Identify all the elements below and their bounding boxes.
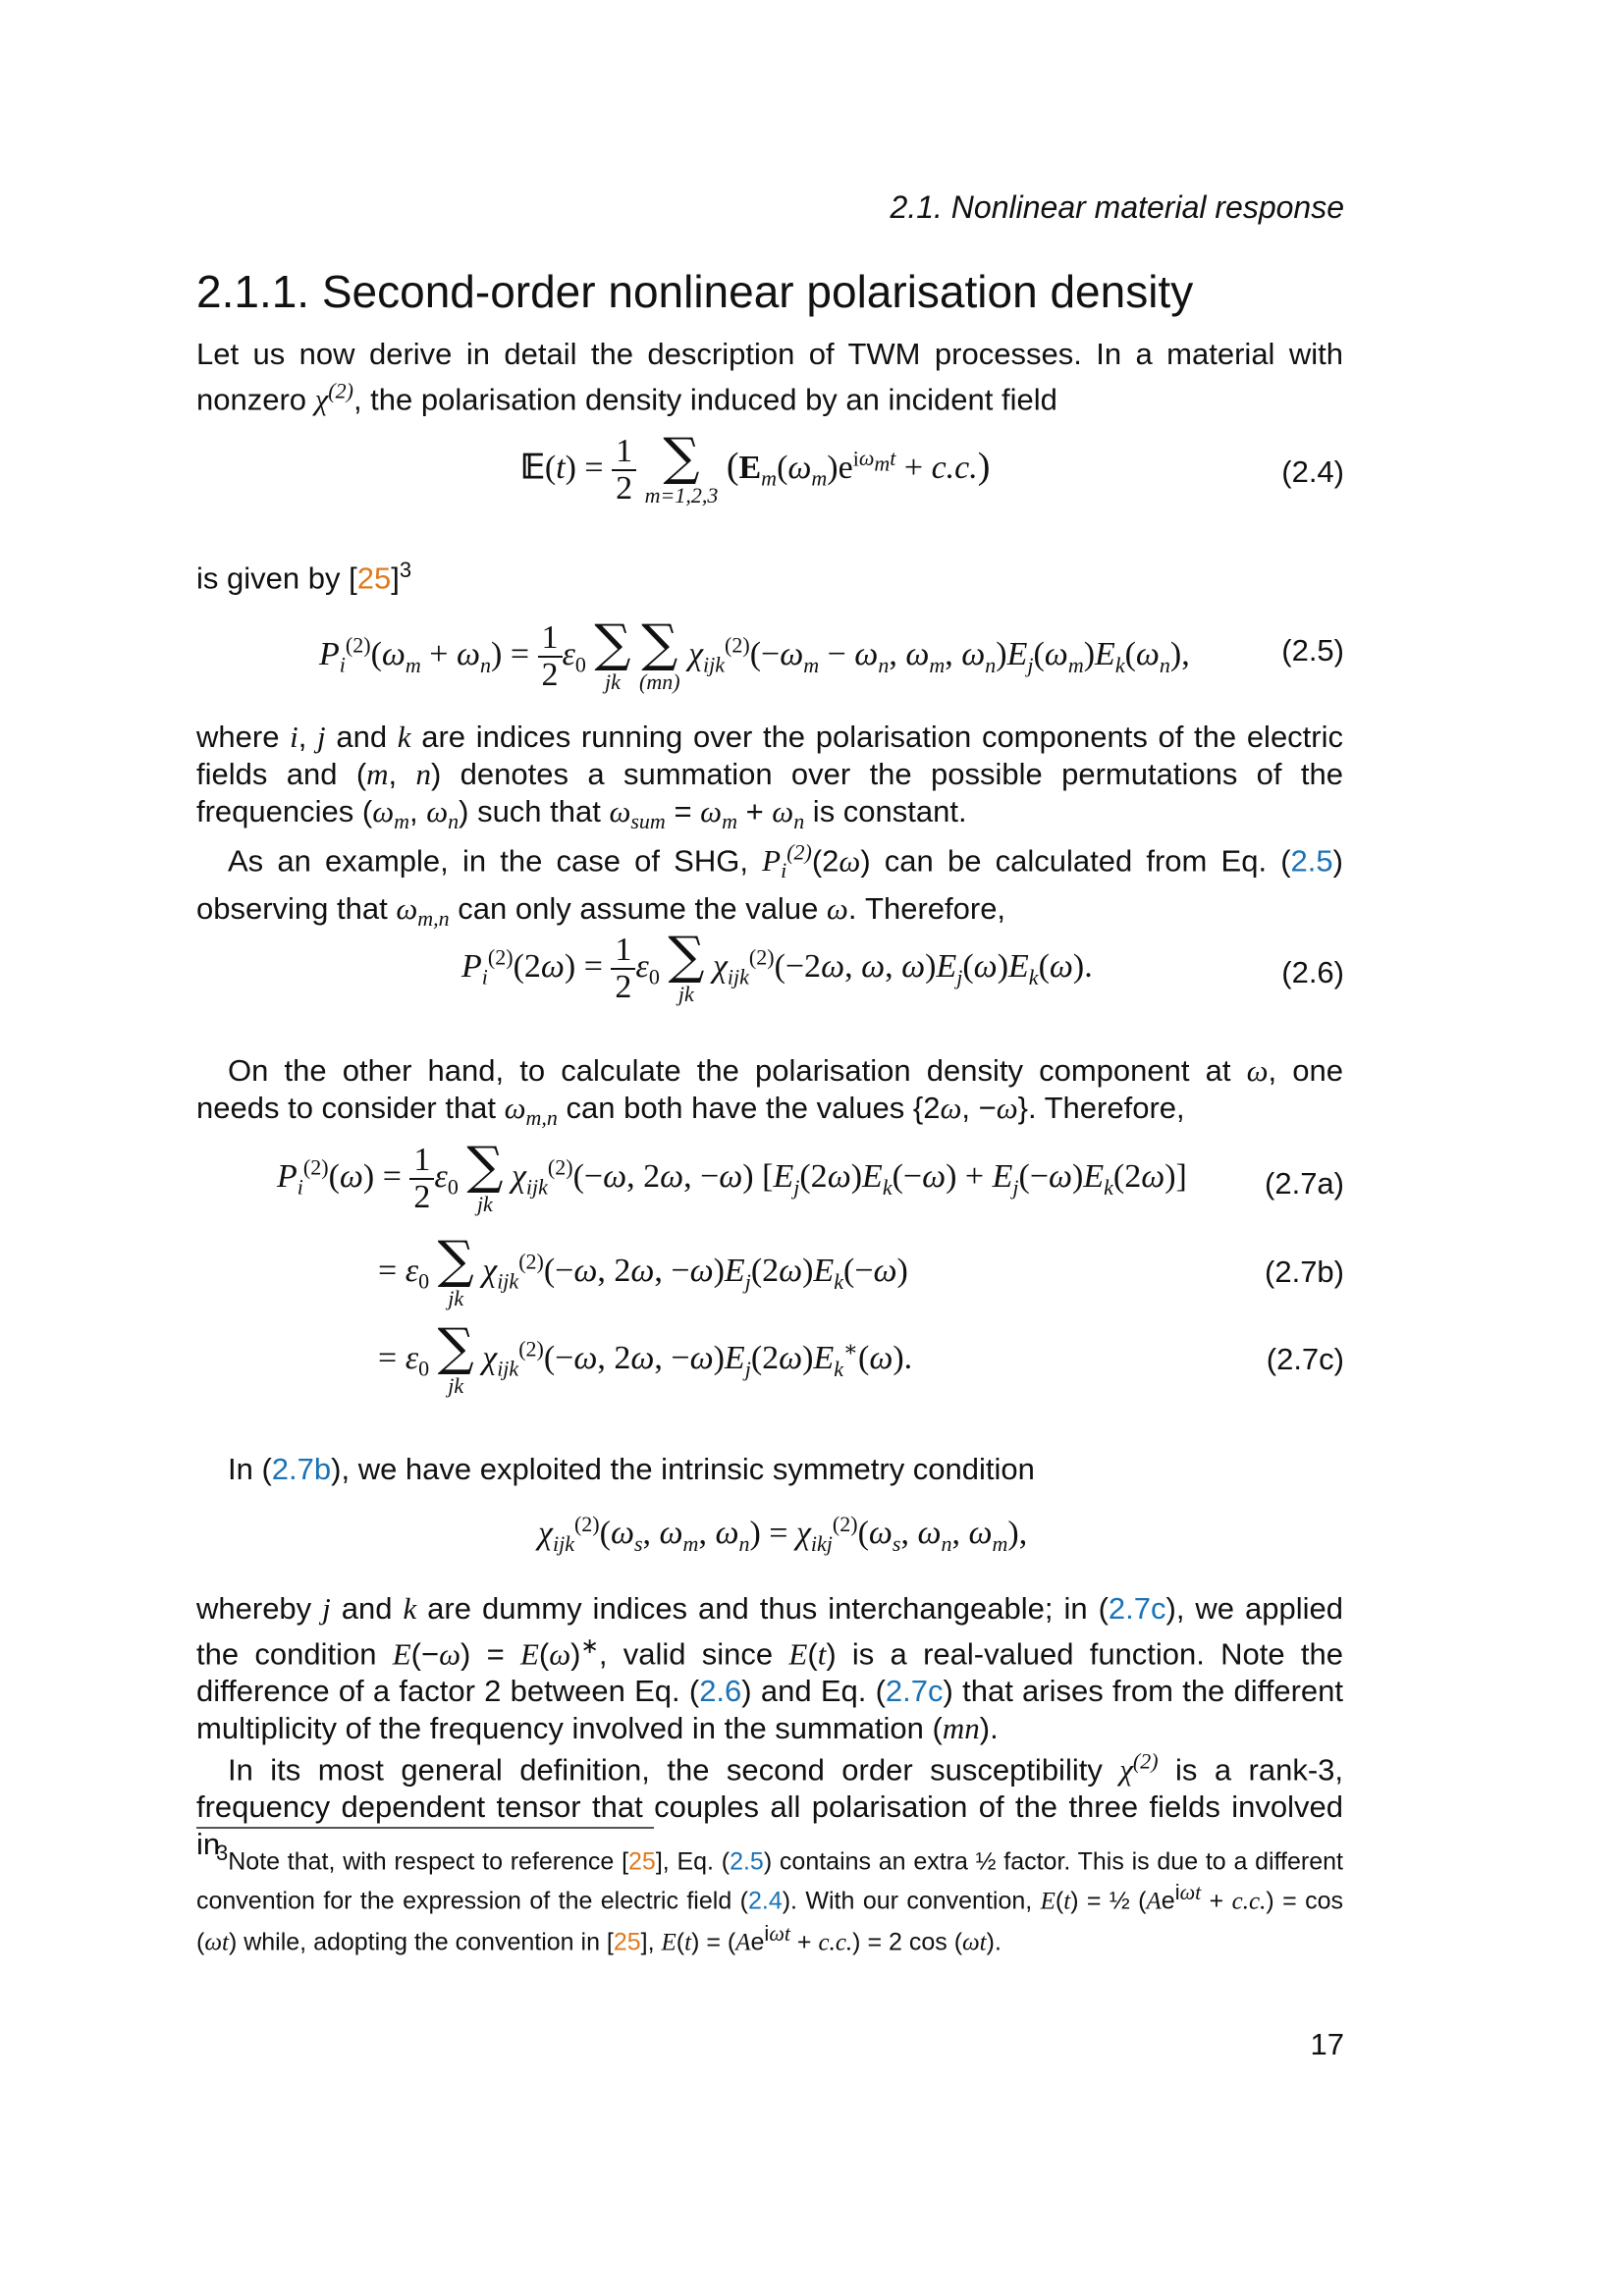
equation-2-5: $P_i^{(2)}(\omega_m + \omega_n)$ = $\frac{1}{2}$ $\varepsilon_0$ ∑ jk ∑ (mn) $\chi_{ijk}^{(2)}(-\omega_m - \omega_n$, $\omega_m$, $\omega_n)E_j(\omega_m)E_k(\omega_n)$, <box>319 614 1190 694</box>
page-number: 17 <box>1310 2027 1344 2061</box>
citation-link[interactable]: 25 <box>356 561 392 596</box>
equation-number-2-7a: (2.7a) <box>1265 1166 1344 1201</box>
paragraph-omega-component: On the other hand, to calculate the polarisation density component at ω, one needs to consider that $\omega_{m,n}$ can both have the values {2ω, −ω}. Therefore, <box>196 1053 1343 1131</box>
equation-symmetry-condition: $\chi_{ijk}^{(2)}(\omega_s$, $\omega_m$, $\omega_n) = \chi_{ikj}^{(2)}(\omega_s$, $\omega_n$, $\omega_m$), <box>538 1512 1028 1557</box>
equation-link[interactable]: 2.7b <box>271 1452 332 1486</box>
paragraph-dummy-indices: whereby j and k are dummy indices and thus interchangeable; in (2.7c), we applied the condition E(−ω) = E(ω)∗, valid since E(t) is a real-valued function. Note the difference of a factor 2 between Eq. (2.6) and Eq. (2.7c) that arises from the different multiplicity of the frequency involved in the summation (mn). <box>196 1591 1343 1746</box>
section-title: 2.1.1. Second-order nonlinear polarisation density <box>196 266 1194 317</box>
equation-2-6: $P_i^{(2)}(2\omega)$ = $\frac{1}{2}$ $\varepsilon_0$ ∑ jk $\chi_{ijk}^{(2)}(-2\omega$, ω, $\omega)E_j(\omega)E_k(\omega)$. <box>461 927 1093 1006</box>
equation-number-2-7c: (2.7c) <box>1266 1342 1344 1376</box>
footnote-mark[interactable]: 3 <box>399 558 412 582</box>
equation-number-2-5: (2.5) <box>1281 633 1344 667</box>
paragraph-shg: As an example, in the case of SHG, $P_i^{(2)}(2\omega)$ can be calculated from Eq. (2.5) observing that $\omega_{m,n}$ can only assume the value ω. Therefore, <box>196 840 1343 931</box>
equation-link[interactable]: 2.7c <box>885 1674 944 1709</box>
equation-link[interactable]: 2.5 <box>1290 843 1333 879</box>
equation-2-7b: = $\varepsilon_0$ ∑ jk $\chi_{ijk}^{(2)}(-\omega$, 2ω, $-\omega)E_j(2\omega)E_k(-\omega)$ <box>378 1231 908 1310</box>
equation-link[interactable]: 2.5 <box>730 1847 764 1876</box>
paragraph-given-by: is given by $[25]^3$ <box>196 558 412 596</box>
equation-number-2-4: (2.4) <box>1281 454 1344 489</box>
equation-2-4: 𝔼(t) = $\frac{1}{2}$ ∑ m=1,2,3 $(E_m(\omega_m)e^{i\omega_mt} + c.c.)$ <box>520 428 991 507</box>
paragraph-general-definition: In its most general definition, the second order susceptibility $\chi^{(2)}$ is a rank-3, frequency dependent tensor that couples all polarisation of the three fields involved in <box>196 1749 1344 1862</box>
equation-2-7a: $P_i^{(2)}(\omega)$ = $\frac{1}{2}$ $\varepsilon_0$ ∑ jk $\chi_{ijk}^{(2)}(-\omega$, 2ω, −ω) $[E_j(2\omega)E_k(-\omega) + E_j(-\omega)E_k(2\omega)]$ <box>277 1137 1187 1216</box>
footnote: $^3$Note that, with respect to reference [25], Eq. (2.5) contains an extra ½ factor. This is due to a different convention for the expression of the electric field (2.4). With our convention, E(t) = ½ $(Ae^{i\omega t} + c.c.) = \cos (\omega t)$ while, adopting the convention in [25], $E(t) = (Ae^{i\omega t} + c.c.) = 2$ cos (ωt). <box>196 1841 1343 1955</box>
paragraph-indices: where i, j and k are indices running over the polarisation components of the electric fields and (m, n) denotes a summation over the possible permutations of the frequencies ($\omega_m$, $\omega_n$) such that $\omega_{sum} = \omega_m + \omega_n$ is constant. <box>196 720 1344 834</box>
paragraph-symmetry: In (2.7b), we have exploited the intrinsic symmetry condition <box>228 1452 1035 1486</box>
running-header: 2.1. Nonlinear material response <box>890 189 1344 225</box>
equation-link[interactable]: 2.4 <box>747 1887 783 1915</box>
equation-link[interactable]: 2.6 <box>699 1674 742 1709</box>
equation-link[interactable]: 2.7c <box>1108 1591 1166 1626</box>
equation-2-7c: = $\varepsilon_0$ ∑ jk $\chi_{ijk}^{(2)}(-\omega$, 2ω, $-\omega)E_j(2\omega)E_k^∗(\omega)$. <box>378 1318 913 1398</box>
citation-link[interactable]: 25 <box>628 1847 656 1876</box>
citation-link[interactable]: 25 <box>613 1927 641 1955</box>
equation-number-2-6: (2.6) <box>1281 955 1344 989</box>
equation-number-2-7b: (2.7b) <box>1265 1255 1344 1289</box>
paragraph-intro: Let us now derive in detail the description of TWM processes. In a material with nonzero $\chi^{(2)}$, the polarisation density induced by an incident field <box>196 337 1343 417</box>
footnote-rule <box>196 1827 654 1829</box>
